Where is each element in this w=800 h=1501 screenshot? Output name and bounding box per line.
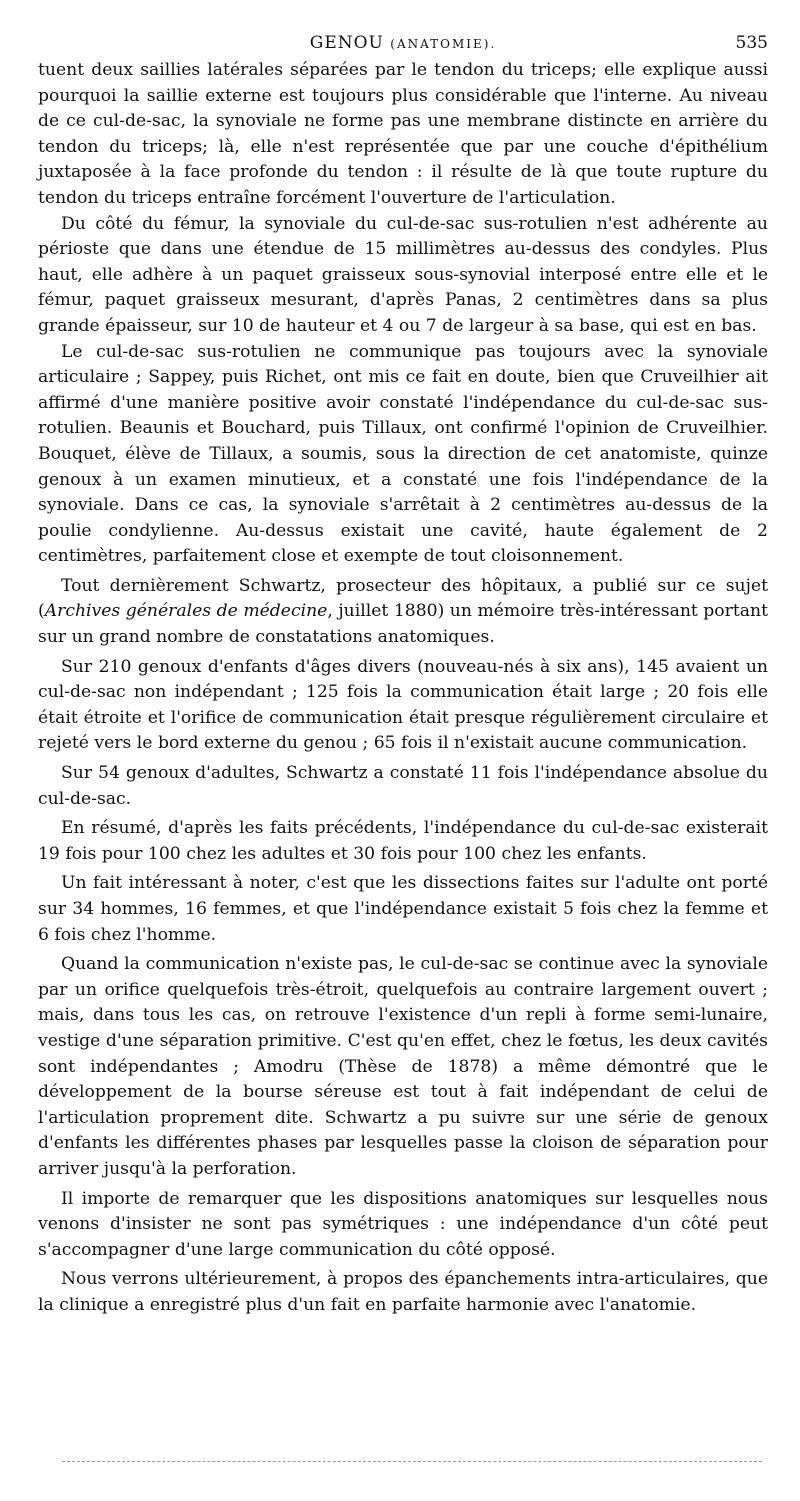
paragraph-1: tuent deux saillies latérales séparées par le tendon du triceps; elle explique aussi pourquoi la saillie externe est toujours plus considérable que l'interne. Au niveau de ce cul-de-sac, la synoviale ne forme pas une membrane distincte en arrière du tendon du triceps; là, elle n'est représentée que par une couche d'épithélium juxtaposée à la face profonde du tendon : il résulte de là que toute rupture du tendon du triceps entraîne forcément l'ouverture de l'articulation. — [38, 60, 768, 208]
paragraph-10: Il importe de remarquer que les dispositions anatomiques sur lesquelles nous venons d'insister ne sont pas symétriques : une indépendance d'un côté peut s'accompagner d'une large communication du côté opposé. — [38, 1188, 768, 1260]
body-text — [38, 58, 768, 1319]
book-page — [38, 28, 768, 1319]
paragraph-4-text-a: Tout dernièrement Schwartz, prosecteur des hôpitaux, a publié sur ce sujet ( — [38, 575, 768, 622]
running-title-subtitle: (ANATOMIE). — [390, 37, 497, 51]
running-header — [38, 28, 768, 58]
journal-title: Archives générales de médecine — [44, 601, 328, 622]
paragraph-5: Sur 210 genoux d'enfants d'âges divers (nouveau-nés à six ans), 145 avaient un cul-de-sac non indépendant ; 125 fois la communication était large ; 20 fois elle était étroite et l'orifice de communication était presque régulièrement circulaire et rejeté vers le bord externe du genou ; 65 fois il n'existait aucune communication. — [38, 656, 768, 754]
running-title — [38, 28, 768, 59]
paragraph-11: Nous verrons ultérieurement, à propos des épanchements intra-articulaires, que la clinique a enregistré plus d'un fait en parfaite harmonie avec l'anatomie. — [38, 1269, 768, 1315]
paragraph-4 — [38, 574, 768, 651]
paragraph-4-text-b: , juillet 1880) un mémoire très-intéressant portant sur un grand nombre de constatations anatomiques. — [38, 601, 769, 648]
paragraph-8: Un fait intéressant à noter, c'est que les dissections faites sur l'adulte ont porté sur 34 hommes, 16 femmes, et que l'indépendance existait 5 fois chez la femme et 6 fois chez l'homme. — [38, 873, 768, 945]
footer-dotted-rule — [62, 1461, 762, 1462]
running-title-main: GENOU — [309, 33, 384, 53]
paragraph-9: Quand la communication n'existe pas, le cul-de-sac se continue avec la synoviale par un orifice quelquefois très-étroit, quelquefois au contraire largement ouvert ; mais, dans tous les cas, on retrouve l'existence d'un repli à forme semi-lunaire, vestige d'une séparation primitive. C'est qu'en effet, chez le fœtus, les deux cavités sont indépendantes ; Amodru (Thèse de 1878) a même démontré que le développement de la bourse séreuse est tout à fait indépendant de celui de l'articulation proprement dite. Schwartz a pu suivre sur une série de genoux d'enfants les différentes phases par lesquelles passe la cloison de séparation pour arriver jusqu'à la perforation. — [38, 954, 768, 1179]
paragraph-3: Le cul-de-sac sus-rotulien ne communique pas toujours avec la synoviale articulaire ; Sappey, puis Richet, ont mis ce fait en doute, bien que Cruveilhier ait affirmé d'une manière positive avoir constaté l'indépendance du cul-de-sac sus-rotulien. Beaunis et Bouchard, puis Tillaux, ont confirmé l'opinion de Cruveilhier. Bouquet, élève de Tillaux, a soumis, sous la direction de cet anatomiste, quinze genoux à un examen minutieux, et a constaté une fois l'indépendance de la synoviale. Dans ce cas, la synoviale s'arrêtait à 2 centimètres au-dessus de la poulie condylienne. Au-dessus existait une cavité, haute également de 2 centimètres, parfaitement close et exempte de tout cloisonnement. — [38, 341, 768, 567]
page-number: 535 — [735, 33, 768, 53]
paragraph-2: Du côté du fémur, la synoviale du cul-de-sac sus-rotulien n'est adhérente au périoste que dans une étendue de 15 millimètres au-dessus des condyles. Plus haut, elle adhère à un paquet graisseux sous-synovial interposé entre elle et le fémur, paquet graisseux mesurant, d'après Panas, 2 centimètres dans sa plus grande épaisseur, sur 10 de hauteur et 4 ou 7 de largeur à sa base, qui est en bas. — [38, 213, 768, 336]
paragraph-7: En résumé, d'après les faits précédents, l'indépendance du cul-de-sac existerait 19 fois pour 100 chez les adultes et 30 fois pour 100 chez les enfants. — [38, 818, 768, 864]
paragraph-6: Sur 54 genoux d'adultes, Schwartz a constaté 11 fois l'indépendance absolue du cul-de-sac. — [38, 763, 768, 809]
